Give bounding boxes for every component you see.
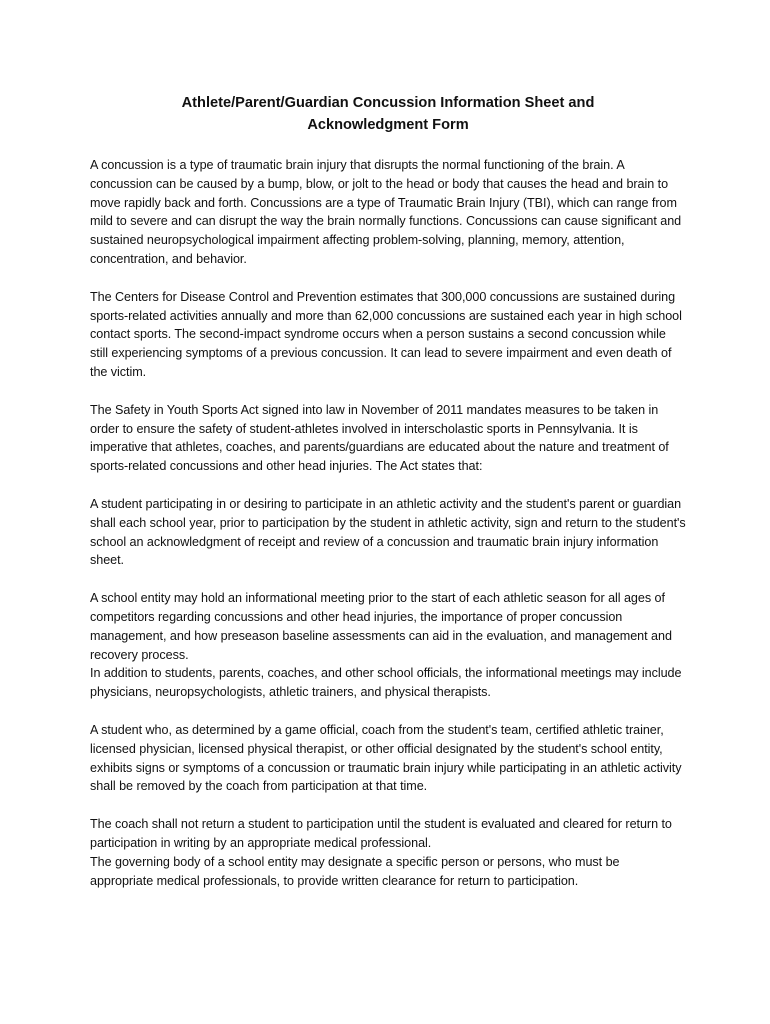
paragraph-meeting-attendees: In addition to students, parents, coaches, and other school officials, the informational meetings may include physicians, neuropsychologists, athletic trainers, and physical therapists. [90,666,682,700]
document-title [90,92,686,136]
paragraph-acknowledgment-requirement: A student participating in or desiring to participate in an athletic activity and the student's parent or guardian shall each school year, prior to participation by the student in athletic activity, sign and return to the student's school an acknowledgment of receipt and review of a concussion and traumatic brain injury information sheet. [90,496,686,568]
paragraph-concussion-definition: A concussion is a type of traumatic brain injury that disrupts the normal functioning of the brain. A concussion can be caused by a bump, blow, or jolt to the head or body that causes the head and brain to move rapidly back and forth. Concussions are a type of Traumatic Brain Injury (TBI), which can range from mild to severe and can disrupt the way the brain normally functions. Concussions can cause significant and sustained neuropsychological impairment affecting problem-solving, planning, memory, attention, concentration, and behavior. [90,158,682,266]
paragraph-removal-from-play: A student who, as determined by a game official, coach from the student's team, certified athletic trainer, licensed physician, licensed physical therapist, or other official designated by the student's school entity, exhibits signs or symptoms of a concussion or traumatic brain injury while participating in an athletic activity shall be removed by the coach from participation at that time. [90,722,682,794]
title-line-1: Athlete/Parent/Guardian Concussion Information Sheet and [181,95,595,111]
paragraph-safety-act: The Safety in Youth Sports Act signed into law in November of 2011 mandates measures to be taken in order to ensure the safety of student-athletes involved in interscholastic sports in Pennsylvania. It is imperative that athletes, coaches, and parents/guardians are educated about the nature and treatment of sports-related concussions and other head injuries. The Act states that: [90,402,669,474]
paragraph-cdc-statistics: The Centers for Disease Control and Prevention estimates that 300,000 concussions are sustained during sports-related activities annually and more than 62,000 concussions are sustained each year in high school contact sports. The second-impact syndrome occurs when a person sustains a second concussion while still experiencing symptoms of a previous concussion. It can lead to severe impairment and even death of the victim. [90,289,682,379]
paragraph-informational-meeting: A school entity may hold an informational meeting prior to the start of each athletic season for all ages of competitors regarding concussions and other head injuries, the importance of proper concussion management, and how preseason baseline assessments can aid in the evaluation, and management and recovery process. [90,591,672,662]
title-line-2: Acknowledgment Form [307,117,469,133]
paragraph-designated-clearance: The governing body of a school entity may designate a specific person or persons, who must be appropriate medical professionals, to provide written clearance for return to participation. [90,854,620,888]
document-page [90,92,686,890]
paragraph-return-to-play: The coach shall not return a student to participation until the student is evaluated and cleared for return to participation in writing by an appropriate medical professional. [90,817,672,850]
